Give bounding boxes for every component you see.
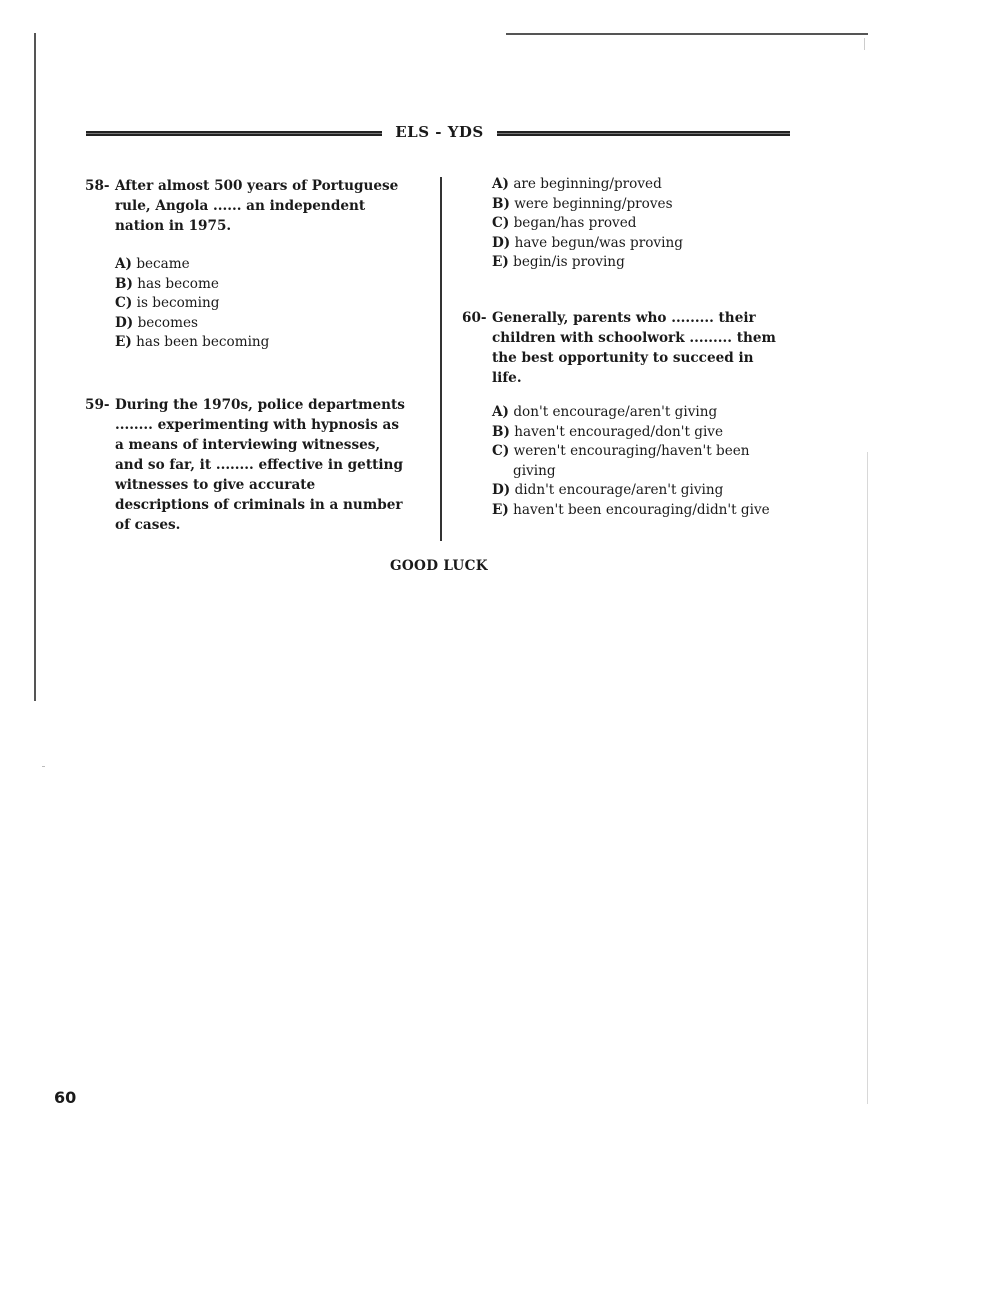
option-b[interactable]: B) haven't encouraged/don't give	[492, 423, 724, 440]
stem-line: the best opportunity to succeed in	[492, 350, 754, 366]
question-number: 60-	[462, 310, 487, 326]
header-rule-left	[86, 131, 382, 136]
question-number: 59-	[85, 397, 110, 413]
scan-border-top	[506, 33, 868, 35]
options-list-59	[492, 175, 683, 273]
closing-text: GOOD LUCK	[390, 558, 488, 574]
stem-line: rule, Angola ...... an independent	[115, 198, 366, 214]
question-stem	[115, 395, 405, 535]
column-divider	[440, 177, 442, 541]
options-list-58	[115, 255, 269, 353]
scan-border-right	[867, 452, 868, 1104]
option-d[interactable]: D) didn't encourage/aren't giving	[492, 482, 724, 498]
question-stem	[492, 308, 776, 388]
option-a[interactable]: A) became	[115, 256, 190, 272]
stem-line: Generally, parents who ......... their	[492, 310, 756, 326]
option-a[interactable]: A) are beginning/proved	[492, 176, 662, 192]
page-number: 60	[54, 1088, 77, 1107]
scan-speck	[42, 766, 45, 767]
stem-line: descriptions of criminals in a number	[115, 497, 403, 513]
stem-line: children with schoolwork ......... them	[492, 330, 776, 346]
stem-line: life.	[492, 370, 522, 386]
option-d[interactable]: D) have begun/was proving	[492, 234, 683, 251]
stem-line: of cases.	[115, 517, 181, 533]
option-c[interactable]: C) weren't encouraging/haven't been giving	[492, 442, 770, 481]
stem-line: nation in 1975.	[115, 218, 232, 234]
option-a[interactable]: A) don't encourage/aren't giving	[492, 404, 718, 420]
option-e[interactable]: E) begin/is proving	[492, 254, 625, 270]
stem-line: witnesses to give accurate	[115, 477, 316, 493]
option-continuation: giving	[513, 462, 556, 479]
option-b[interactable]: B) has become	[115, 275, 219, 292]
scan-border-left	[34, 33, 36, 701]
stem-line: During the 1970s, police departments	[115, 397, 405, 413]
option-e[interactable]: E) has been becoming	[115, 334, 270, 350]
scan-corner-mark	[864, 38, 868, 50]
options-list-60	[492, 403, 770, 520]
page-header-title: ELS - YDS	[395, 123, 484, 141]
stem-line: and so far, it ........ effective in getting	[115, 457, 403, 473]
question-number: 58-	[85, 178, 110, 194]
option-c[interactable]: C) is becoming	[115, 295, 220, 311]
header-rule-right	[497, 131, 790, 136]
stem-line: ........ experimenting with hypnosis as	[115, 417, 399, 433]
option-d[interactable]: D) becomes	[115, 314, 199, 331]
stem-line: a means of interviewing witnesses,	[115, 437, 381, 453]
option-b[interactable]: B) were beginning/proves	[492, 195, 673, 212]
option-e[interactable]: E) haven't been encouraging/didn't give	[492, 501, 770, 518]
question-stem	[115, 176, 398, 236]
option-c[interactable]: C) began/has proved	[492, 215, 637, 231]
stem-line: After almost 500 years of Portuguese	[115, 178, 399, 194]
